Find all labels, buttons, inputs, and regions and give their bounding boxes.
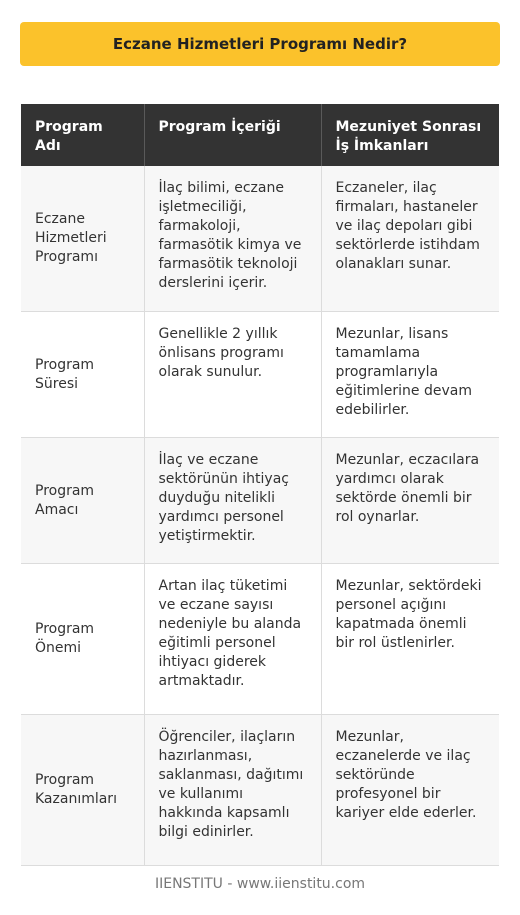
table-cell: İlaç bilimi, eczane işletmeciliği, farmakoloji, farmasötik kimya ve farmasötik teknoloji derslerini içerir. [144,166,321,312]
row-label: Program Kazanımları [21,715,144,866]
row-label: Program Süresi [21,312,144,438]
table-row [21,166,499,312]
table-cell: İlaç ve eczane sektörünün ihtiyaç duyduğu nitelikli yardımcı personel yetiştirmektir. [144,438,321,564]
page-title: Eczane Hizmetleri Programı Nedir? [20,22,500,66]
table-row [21,564,499,715]
program-table [21,104,499,866]
column-header-program-content: Program İçeriği [144,104,321,166]
table-cell: Artan ilaç tüketimi ve eczane sayısı nedeniyle bu alanda eğitimli personel ihtiyacı giderek artmaktadır. [144,564,321,715]
column-header-program-name: Program Adı [21,104,144,166]
table-row [21,715,499,866]
table-header-row [21,104,499,166]
table-cell: Eczaneler, ilaç firmaları, hastaneler ve ilaç depoları gibi sektörlerde istihdam olanakları sunar. [321,166,499,312]
column-header-career-opportunities: Mezuniyet Sonrası İş İmkanları [321,104,499,166]
table-cell: Mezunlar, eczanelerde ve ilaç sektöründe profesyonel bir kariyer elde ederler. [321,715,499,866]
table-row [21,438,499,564]
table-row [21,312,499,438]
row-label: Eczane Hizmetleri Programı [21,166,144,312]
footer-text: IIENSTITU - www.iienstitu.com [154,876,366,892]
table-cell: Mezunlar, lisans tamamlama programlarıyla eğitimlerine devam edebilirler. [321,312,499,438]
table-cell: Öğrenciler, ilaçların hazırlanması, saklanması, dağıtımı ve kullanımı hakkında kapsamlı bilgi edinirler. [144,715,321,866]
table-cell: Genellikle 2 yıllık önlisans programı olarak sunulur. [144,312,321,438]
table-cell: Mezunlar, sektördeki personel açığını kapatmada önemli bir rol üstlenirler. [321,564,499,715]
row-label: Program Amacı [21,438,144,564]
table-cell: Mezunlar, eczacılara yardımcı olarak sektörde önemli bir rol oynarlar. [321,438,499,564]
row-label: Program Önemi [21,564,144,715]
